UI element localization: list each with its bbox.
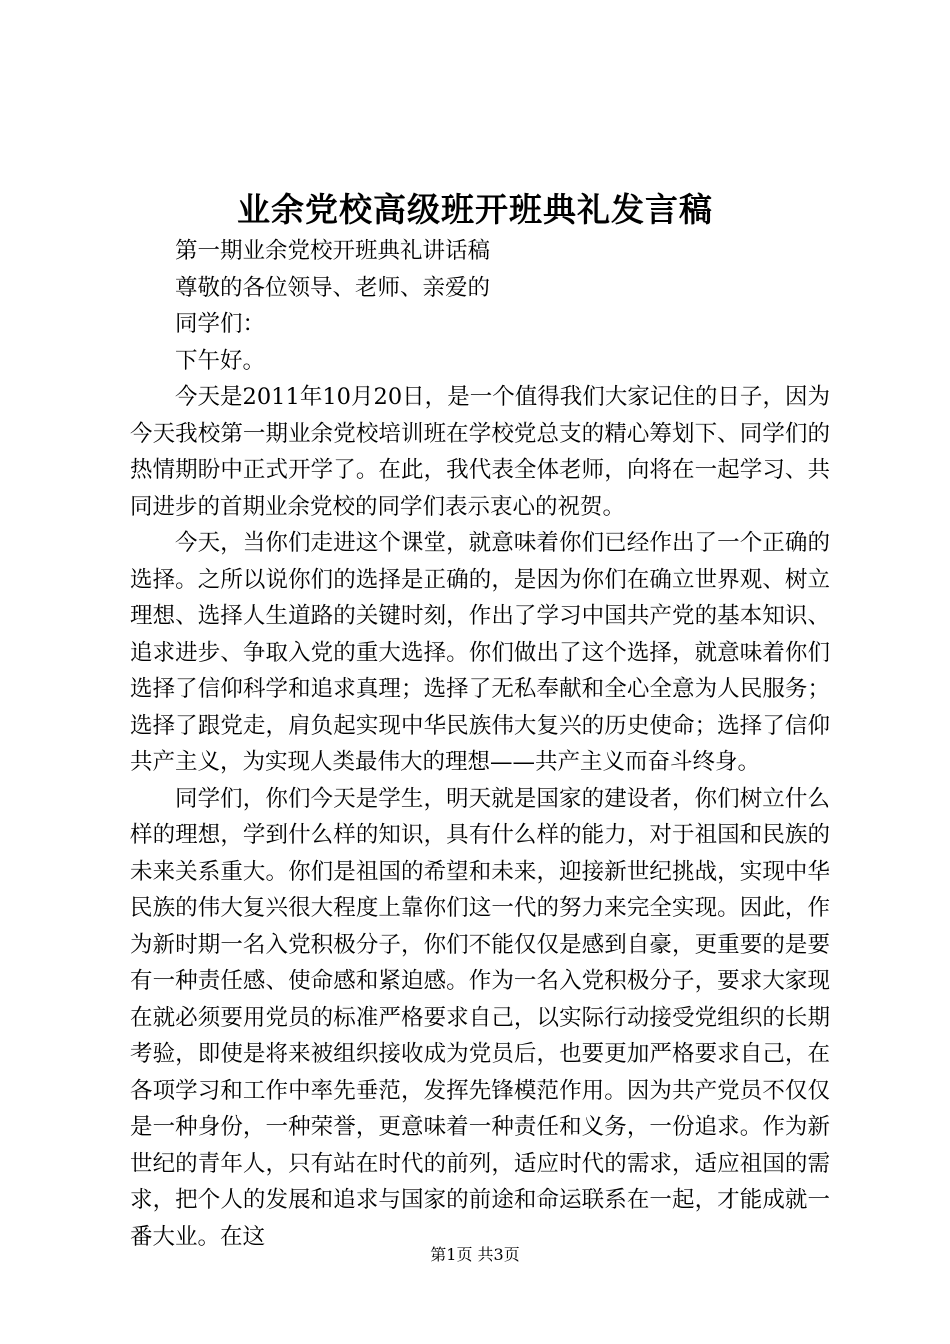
page-footer: 第1页 共3页 [430, 1245, 520, 1264]
paragraph: 尊敬的各位领导、老师、亲爱的 [175, 274, 491, 301]
paragraph: 今天，当你们走进这个课堂，就意味着你们已经作出了一个正确的选择。之所以说你们的选择是正确的，是因为你们在确立世界观、树立理想、选择人生道路的关键时刻，作出了学习中国共产党的基本知识、追求进步、争取入党的重大选择。你们做出了这个选择，就意味着你们选择了信仰科学和追求真理；选择了无私奉献和全心全意为人民服务；选择了跟党走，肩负起实现中华民族伟大复兴的历史使命；选择了信仰共产主义，为实现人类最伟大的理想——共产主义而奋斗终身。 [130, 530, 830, 775]
document-title: 业余党校高级班开班典礼发言稿 [237, 190, 713, 229]
paragraph: 今天是2011年10月20日，是一个值得我们大家记住的日子，因为今天我校第一期业余党校培训班在学校党总支的精心筹划下、同学们的热情期盼中正式开学了。在此，我代表全体老师，向将在一起学习、共同进步的首期业余党校的同学们表示衷心的祝贺。 [130, 384, 830, 520]
paragraph: 第一期业余党校开班典礼讲话稿 [175, 238, 491, 264]
paragraph: 同学们，你们今天是学生，明天就是国家的建设者，你们树立什么样的理想，学到什么样的知识，具有什么样的能力，对于祖国和民族的未来关系重大。你们是祖国的希望和未来，迎接新世纪挑战，实现中华民族的伟大复兴很大程度上靠你们这一代的努力来完全实现。因此，作为新时期一名入党积极分子，你们不能仅仅是感到自豪，更重要的是要有一种责任感、使命感和紧迫感。作为一名入党积极分子，要求大家现在就必须要用党员的标准严格要求自己，以实际行动接受党组织的长期考验，即使是将来被组织接收成为党员后，也要更加严格要求自己，在各项学习和工作中率先垂范，发挥先锋模范作用。因为共产党员不仅仅是一种身份，一种荣誉，更意味着一种责任和义务，一份追求。作为新世纪的青年人，只有站在时代的前列，适应时代的需求，适应祖国的需求，把个人的发展和追求与国家的前途和命运联系在一起，才能成就一番大业。在这 [130, 785, 830, 1250]
paragraph: 同学们： [175, 311, 266, 337]
paragraph: 下午好。 [175, 347, 266, 374]
document-body [130, 233, 830, 1255]
